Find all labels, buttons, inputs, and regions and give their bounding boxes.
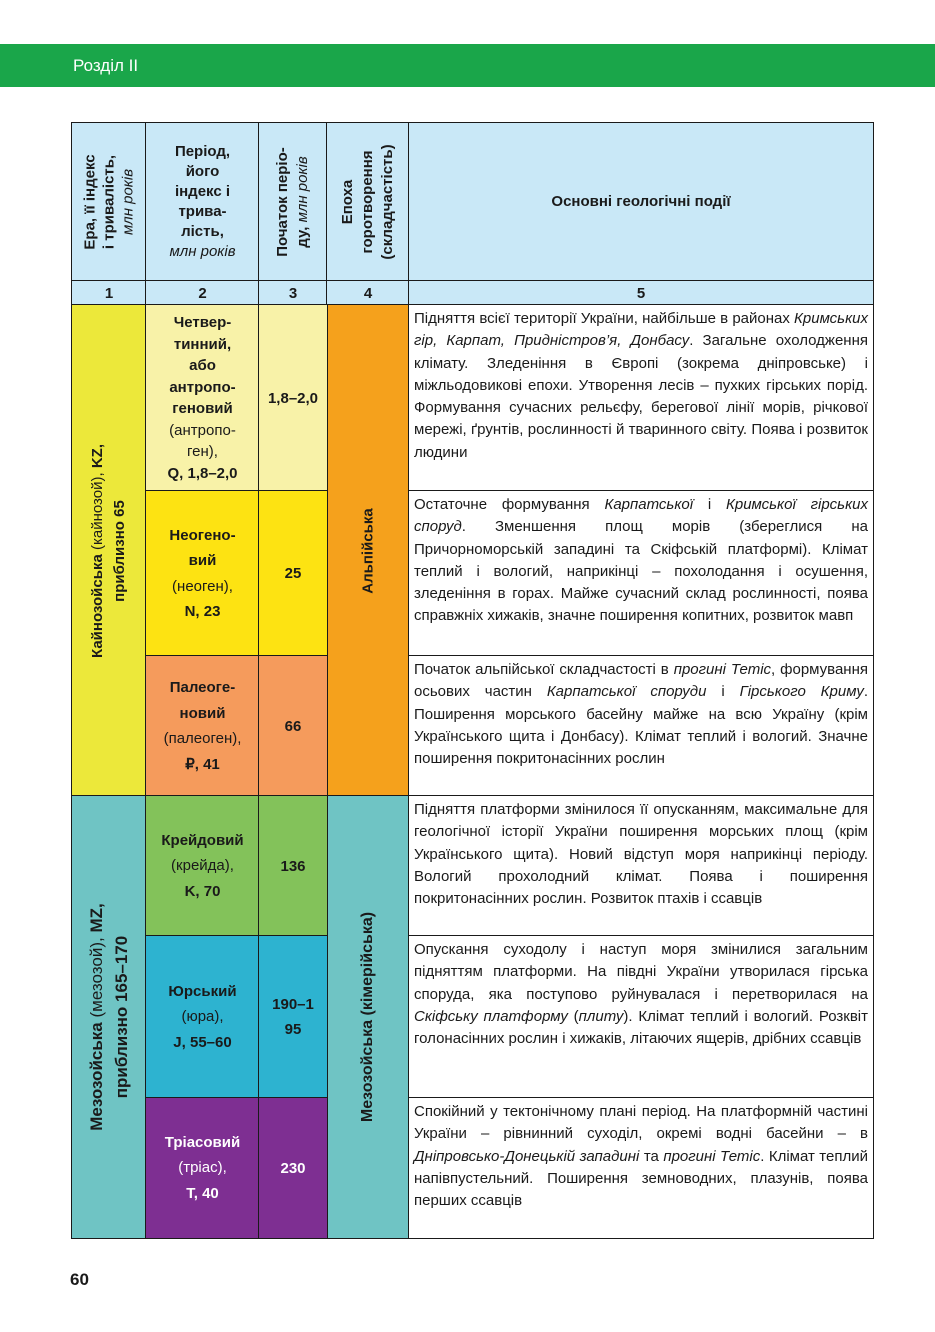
col-number-2: 2 (145, 280, 260, 306)
period-alt-name-line: (палеоген), (163, 730, 242, 747)
period-cell (145, 795, 260, 937)
event-text: ). Клімат теплий і вологий. Розквіт голонасінних рослин і хижаків, літаючих ящерів, дрібних ссавців (414, 1007, 868, 1048)
event-text: Підняття платформи змінилося її опусканням, максимальне для геологічної історії України поширення морських площ (крім Українського щита). Новий відступ моря наприкінці періоду. Вологий прохолодний клімат. Поява і поширення покритонасінних рослин. Розвиток птахів і ссавців (414, 801, 868, 908)
header-start-line2: ду, (294, 226, 311, 248)
period-alt-name-line: (неоген), (172, 577, 233, 595)
event-text: . Зменшення площ морів (збереглися на Причорноморській западині та Скіфській платформі). Клімат теплий і вологий, наприкінці – похолодання і осушення, зледеніння в горах. Майже сучасний склад рослинності, поява справжніх хижаків, значне поширення копитних, розвиток мавп (414, 518, 868, 625)
event-text: Спокійний у тектонічному плані період. На платформній частині України – рівнинний суходіл, окремі водні басейни – в (414, 1103, 868, 1143)
event-place-name: Кримських гір, Карпат, Придністров’я, Донбасу (414, 310, 868, 350)
header-era-unit: млн років (119, 168, 137, 236)
event-text: Опускання суходолу і наступ моря змінилися загальним підняттям платформи. На півдні України утворилася гірська споруда, яка поступово руйнувалася і перетворилася на (414, 941, 868, 1003)
header-start-unit: млн років (294, 156, 311, 223)
period-start-cell (258, 795, 328, 937)
period-start-cell (258, 935, 328, 1099)
event-text: Початок альпійської складчастості в (414, 661, 674, 678)
period-events (408, 655, 874, 797)
event-place-name: Карпатської споруди (546, 683, 707, 701)
header-period-line: Період, (174, 143, 231, 160)
period-name-line: Четвер- (173, 314, 232, 331)
section-title: Розділ ІІ (73, 56, 139, 75)
period-start-cell (258, 490, 328, 657)
period-cell (145, 490, 260, 657)
period-name-line: антропо- (169, 378, 236, 396)
period-alt-name-line: (антропо- (169, 421, 236, 439)
period-alt-name-line: (тріас), (178, 1159, 227, 1177)
period-index: K, 70 (184, 882, 221, 900)
header-period-line: індекс і (174, 183, 231, 200)
event-text: , формування осьових частин (414, 661, 868, 701)
period-alt-name-line: ген), (187, 443, 218, 460)
epoch-cimmerian: Мезозойська (кімерійська) (326, 795, 410, 1239)
period-name-line: геновий (172, 400, 233, 417)
period-name-line: новий (179, 704, 226, 722)
era-mesozoic: Мезозойська (мезозой), MZ, приблизно 165–170 (71, 795, 147, 1239)
event-place-name: плиту (578, 1007, 624, 1025)
header-era-line2: і тривалість, (100, 154, 118, 250)
period-alt-name-line: (юра), (181, 1008, 224, 1026)
period-start-value: 66 (284, 717, 302, 735)
section-header-bar (0, 44, 935, 87)
event-text: . Поширення морського басейну майже на всю Україну (крім Українського щита і Донбасу). Клімат теплий і вологий. Значне поширення покритонасінних рослин (414, 683, 868, 768)
header-start-line1: Початок періо- (274, 147, 291, 257)
period-name-line: тинний, (173, 335, 232, 353)
epoch-alpine: Альпійська (326, 304, 410, 797)
period-name-line: Палеоге- (169, 679, 236, 696)
page-number: 60 (70, 1270, 89, 1289)
period-start-value: 230 (280, 1159, 306, 1177)
period-start-value: 190–195 (272, 996, 314, 1038)
period-name-line: Крейдовий (161, 831, 244, 849)
col-number-3: 3 (258, 280, 328, 306)
header-period-line: лість, (181, 223, 224, 240)
event-place-name: Карпатської (604, 496, 694, 513)
header-epoch-line1: Епоха (339, 179, 356, 225)
period-index: ₽, 41 (185, 755, 220, 773)
period-name-line: Юрський (168, 982, 237, 1000)
period-start-value: 1,8–2,0 (267, 389, 319, 407)
period-name-line: або (189, 357, 216, 374)
event-text: Остаточне формування (414, 496, 605, 513)
header-epoch-line2: горотворення (359, 150, 376, 254)
event-place-name: Кримської гірських споруд (414, 496, 868, 536)
header-era (71, 122, 147, 282)
header-start (258, 122, 328, 282)
period-events (408, 490, 874, 657)
period-alt-name-line: (крейда), (171, 857, 234, 875)
event-place-name: прогині Тетіс (663, 1147, 761, 1165)
event-text: Підняття всієї території України, найбільше в районах (414, 310, 795, 327)
header-epoch (326, 122, 410, 282)
period-cell (145, 655, 260, 797)
event-place-name: Скіфську платформу (414, 1007, 568, 1025)
period-cell (145, 935, 260, 1099)
header-events (408, 122, 874, 282)
event-text: . Клімат теплий напівпустельний. Поширення земноводних, плазунів, поява перших ссавців (414, 1147, 868, 1210)
period-events (408, 795, 874, 937)
event-text: і (693, 496, 727, 513)
header-period-line: трива- (178, 203, 227, 220)
header-period (145, 122, 260, 282)
period-events (408, 304, 874, 492)
period-index: T, 40 (186, 1184, 219, 1202)
event-text: ( (567, 1007, 579, 1025)
period-start-cell (258, 655, 328, 797)
period-index: N, 23 (184, 603, 221, 620)
period-start-cell (258, 1097, 328, 1239)
period-start-cell (258, 304, 328, 492)
header-epoch-line3: (складчастість) (379, 144, 396, 260)
col-number-1: 1 (71, 280, 147, 306)
header-events-title: Основні геологічні події (551, 193, 731, 210)
period-cell (145, 304, 260, 492)
header-period-unit: млн років (169, 243, 236, 260)
period-name-line: Неогено- (169, 526, 236, 544)
header-era-line1: Ера, її індекс (81, 154, 99, 250)
period-start-value: 136 (280, 857, 306, 875)
period-index: J, 55–60 (173, 1033, 232, 1051)
event-place-name: Гірського Криму (739, 683, 864, 701)
period-name-line: Тріасовий (164, 1133, 241, 1151)
event-text: . Загальне охолодження клімату. Зледеніння в Європі (зокрема дніпровське) і міжльодовикові епохи. Утворення лесів – пухких гірських порід. Формування сучасних рельєфу, берегової лінії морів, річкової мережі, ґрунтів, рослинності й тваринного світу. Поява і розвиток людини (414, 332, 868, 461)
period-name-line: вий (188, 552, 217, 569)
period-events (408, 1097, 874, 1239)
event-place-name: Дніпровсько-Донецькій западині (414, 1147, 640, 1165)
period-cell (145, 1097, 260, 1239)
period-index: Q, 1,8–2,0 (167, 464, 238, 482)
event-place-name: прогині Тетіс (673, 661, 772, 678)
header-period-line: його (185, 163, 220, 180)
event-text: та (639, 1147, 664, 1165)
period-events (408, 935, 874, 1099)
col-number-5: 5 (408, 280, 874, 306)
col-number-4: 4 (326, 280, 410, 306)
period-start-value: 25 (284, 565, 302, 582)
event-text: і (706, 683, 740, 701)
era-cenozoic: Кайнозойська (кайнозой), KZ, приблизно 65 (71, 304, 147, 797)
